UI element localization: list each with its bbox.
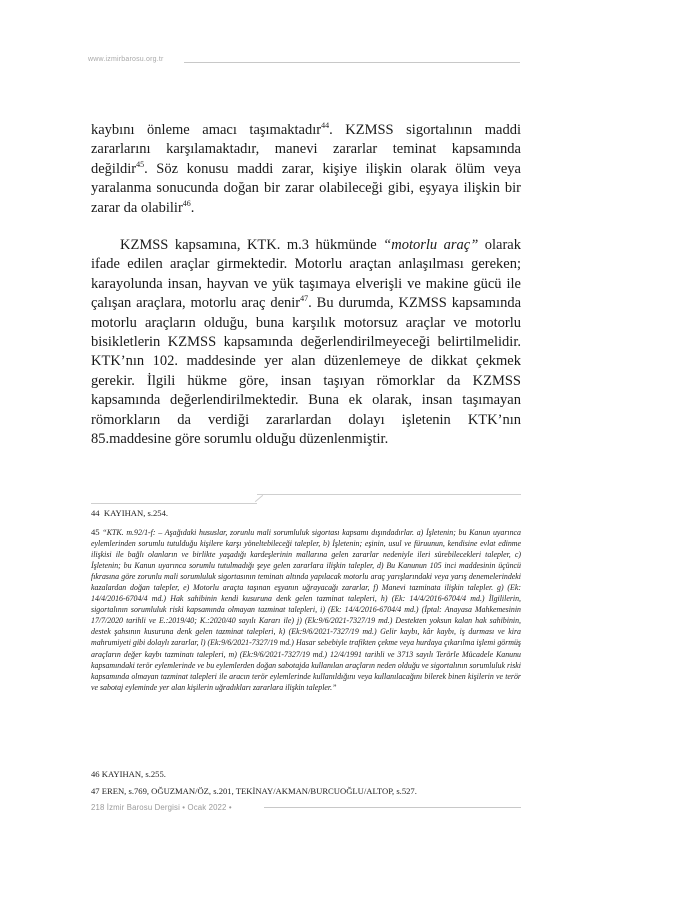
footnote-47 [91, 786, 521, 798]
footnote-ref-47: 47 [300, 294, 309, 304]
paragraph-1-text-c: . Söz konusu maddi zarar, kişiye ilişkin olarak ölüm veya yaralanma sonucunda doğan bir zarar olabileceği gibi, eşyaya ilişkin bir zarar da olabilir [91, 160, 521, 216]
footnote-text: KAYIHAN, s.255. [101, 769, 166, 779]
footnote-separator-left [91, 503, 257, 504]
footnote-number: 44 [91, 508, 100, 518]
footnote-ref-46: 46 [182, 198, 191, 208]
paragraph-2-emphasis: “motorlu araç” [383, 237, 479, 254]
footnote-number: 45 [91, 527, 100, 537]
paragraph-1 [91, 121, 521, 218]
header-rule [184, 62, 520, 63]
header-url: www.izmirbarosu.org.tr [88, 56, 164, 63]
paragraph-2 [91, 236, 521, 449]
paragraph-2-text-b: olarak ifade edilen araçlar girmektedir. Motorlu araçtan anlaşılması gereken; karayolunda insan, hayvan ve yük taşımaya elverişli ve makine gücü ile çalışan araçlara, motorlu araç denir [91, 237, 521, 312]
paragraph-1-text-b: . KZMSS sigortalının maddi zararlarını karşılamaktadır, manevi zararlar teminat kapsamında değildir [91, 122, 521, 177]
main-body-text [91, 121, 521, 450]
footnote-text: EREN, s.769, OĞUZMAN/ÖZ, s.201, TEKİNAY/AKMAN/BURCUOĞLU/ALTOP, s.527. [101, 786, 417, 796]
paragraph-2-text-a: KZMSS kapsamına, KTK. m.3 hükmünde [120, 237, 384, 254]
footnote-ref-44: 44 [321, 121, 330, 131]
paragraph-2-text-c: . Bu durumda, KZMSS kapsamında motorlu araçların olduğu, buna karşılık motorsuz araçlar ve motorlu bisikletlerin KZMSS kapsamında değerlendirilmeyeceği belirtilmelidir. KTK’nın 102. maddesinde yer alan düzenlemeye de dikkat çekmek gerekir. İlgili hükme göre, insan taşıyan römorklar da KZMSS kapsamında değerlendirilmektedir. Buna ek olarak, insan taşımayan römorkların da verdiği zararlardan dolayı işletenin KTK’nın 85.maddesine göre sorumlu olduğu düzenlenmiştir. [91, 295, 522, 448]
footnote-45 [91, 527, 521, 693]
footnote-44 [91, 508, 521, 520]
footnote-ref-45: 45 [136, 159, 145, 169]
page-footer: 218 İzmir Barosu Dergisi • Ocak 2022 • [91, 803, 232, 812]
footnote-number: 46 [91, 769, 100, 779]
footnote-text: “KTK. m.92/1-f: – Aşağıdaki hususlar, zorunlu mali sorumluluk sigortası kapsamı dışındadırlar. a) İşletenin; bu Kanun uyarınca eylemlerinden sorumlu tutulduğu kişilere karşı yöneltebileceği talepler, b) İşletenin; eşinin, usul ve füruunun, kendisine evlat edinme ilişkisi ile bağlı olanların ve birlikte yaşadığı kardeşlerinin mallarına gelen zararlar nedeniyle ileri sürebilecekleri talepler, c) İşletenin; bu Kanun uyarınca sorumlu tutulmadığı şeye gelen zararlara ilişkin talepler, d) Bu Kanunun 105 inci maddesinin üçüncü fıkrasına göre zorunlu mali sorumluluk sigortasının teminatı altında yapılacak motorlu araç yarışlarındaki veya yarış denemelerindeki kazalardan doğan talepler, e) Motorlu araçta taşınan eşyanın uğrayacağı zararlar, f) Manevi tazminata ilişkin talepler. g) (Ek: 14/4/2016-6704/4 md.) Hak sahibinin kendi kusuruna denk gelen tazminat talepleri, h) (Ek: 14/4/2016-6704/4 md.) İlgililerin, sigortalının sorumluluk riski kapsamında olmayan tazminat talepleri, i) (Ek: 14/4/2016-6704/4 md.) (İptal: Anayasa Mahkemesinin 17/7/2020 tarihli ve E.:2019/40; K.:2020/40 sayılı Kararı ile) j) (Ek:9/6/2021-7327/19 md.) Destekten yoksun kalan hak sahibinin, destek şahsının kusuruna denk gelen tazminat talepleri, k) (Ek:9/6/2021-7327/19 md.) Gelir kaybı, kâr kaybı, iş durması ve kira mahrumiyeti gibi dolaylı zararlar, l) (Ek:9/6/2021-7327/19 md.) Hasar sebebiyle trafikten çekme veya hurdaya çıkarılma işlemi görmüş araçların değer kaybı tazminatı talepleri, m) (Ek:9/6/2021-7327/19 md.) 12/4/1991 tarihli ve 3713 sayılı Terörle Mücadele Kanunu kapsamındaki terör eylemlerinde ve bu eylemlerden doğan sabotajda kullanılan araçların neden olduğu ve sigortalının sorumluluk riski kapsamında olmayan tazminat talepleri ile aracın terör eylemlerinde kullanıldığını veya kullanılacağını bilerek binen kişilerin ve terör ve sabotaj eyleminde yer alan kişilerin uğradıkları zararlara ilişkin talepler.” [91, 528, 521, 692]
footer-rule [264, 807, 521, 808]
paragraph-1-text-a: kaybını önleme amacı taşımaktadır [91, 122, 322, 138]
footnote-46 [91, 769, 521, 781]
paragraph-1-text-d: . [190, 199, 195, 216]
footnote-separator-join [255, 495, 263, 502]
footnote-separator-right [257, 494, 521, 495]
footnote-text: KAYIHAN, s.254. [103, 508, 169, 518]
footnote-number: 47 [91, 786, 100, 796]
